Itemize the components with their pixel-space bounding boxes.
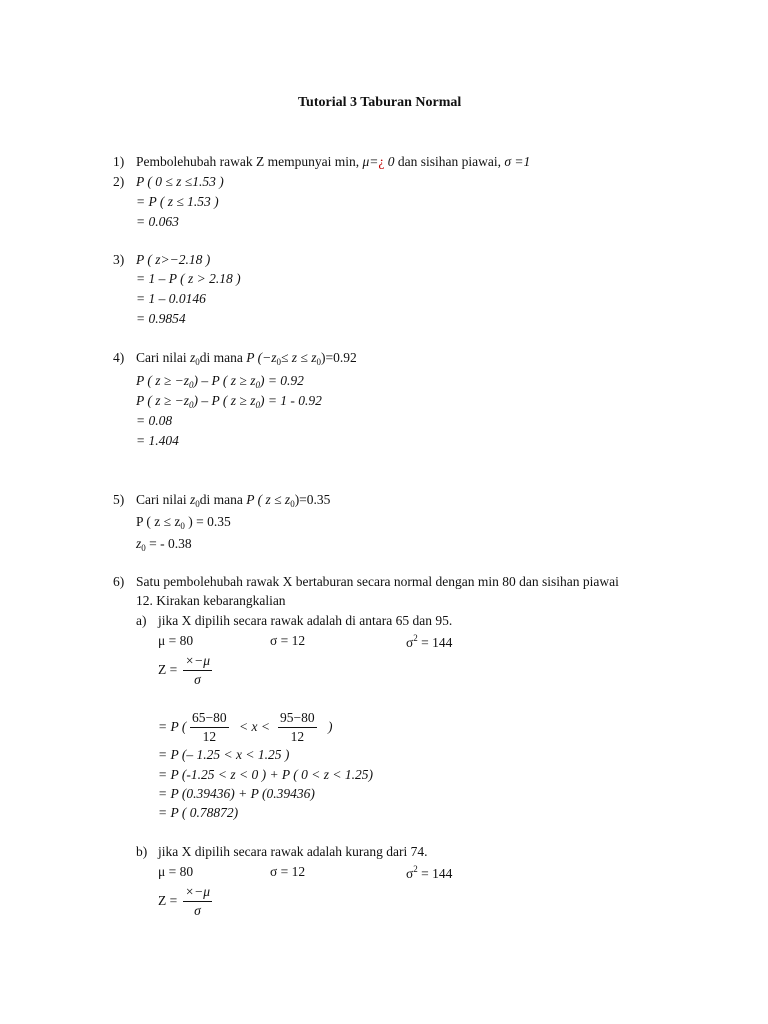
question-3-line-1: P ( z>−2.18 ) xyxy=(136,252,211,267)
part-a-step-3: = P (-1.25 < z < 0 ) + P ( 0 < z < 1.25) xyxy=(158,767,374,782)
question-2-number: 2) xyxy=(113,174,125,189)
part-b-mu: μ = 80 xyxy=(158,864,194,879)
part-a-step-1-prefix: = P ( xyxy=(158,719,187,734)
document-title: Tutorial 3 Taburan Normal xyxy=(298,95,462,110)
part-b-marker: b) xyxy=(136,844,148,859)
part-a-z-denominator: σ xyxy=(194,671,201,687)
question-3-line-4: = 0.9854 xyxy=(136,311,186,326)
part-b-variance: $\sigma^2 = 144$ xyxy=(406,864,453,881)
question-1-text: Pembolehubah rawak Z mempunyai min, μ=¿ 0 dan sisihan piawai, σ =1 xyxy=(136,154,531,169)
part-b-sigma: σ = 12 xyxy=(270,864,306,879)
question-3-line-2: = 1 – P ( z > 2.18 ) xyxy=(136,271,241,286)
part-a-z-label: Z = xyxy=(158,662,178,677)
part-b-text: jika X dipilih secara rawak adalah kurang dari 74. xyxy=(158,844,428,859)
question-4-line-5: = 1.404 xyxy=(136,433,179,448)
part-a-fraction-1-numerator: 65−80 xyxy=(190,711,229,728)
part-a-fraction-2 xyxy=(278,711,317,743)
question-4-line-4: = 0.08 xyxy=(136,413,173,428)
part-a-step-2: = P (– 1.25 < x < 1.25 ) xyxy=(158,747,290,762)
question-5-number: 5) xyxy=(113,492,125,507)
question-2-line-3: = 0.063 xyxy=(136,214,179,229)
question-2-line-2: = P ( z ≤ 1.53 ) xyxy=(136,194,219,209)
question-4-line-1: Cari nilai $z_0di$ mana P $(-z_0\le z \le z_0)=0.92$ xyxy=(136,350,357,367)
part-b-z-fraction xyxy=(183,885,212,917)
part-a-fraction-1-denominator: 12 xyxy=(202,728,217,744)
question-5-line-3: $z_0$ = - 0.38 xyxy=(136,536,192,553)
question-3-line-3: = 1 – 0.0146 xyxy=(136,291,206,306)
part-a-mu: μ = 80 xyxy=(158,633,194,648)
question-6-line-2: 12. Kirakan kebarangkalian xyxy=(136,593,286,608)
question-6-line-1: Satu pembolehubah rawak X bertaburan secara normal dengan min 80 dan sisihan piawai xyxy=(136,574,619,589)
part-a-fraction-1 xyxy=(190,711,229,743)
part-b-z-numerator: ×−μ xyxy=(183,885,212,902)
part-a-step-5: = P ( 0.78872) xyxy=(158,805,239,820)
question-3-number: 3) xyxy=(113,252,125,267)
question-6-number: 6) xyxy=(113,574,125,589)
question-2-line-1: P ( 0 ≤ z ≤1.53 ) xyxy=(136,174,224,189)
part-a-z-numerator: ×−μ xyxy=(183,654,212,671)
part-a-text: jika X dipilih secara rawak adalah di antara 65 dan 95. xyxy=(158,613,453,628)
question-4-number: 4) xyxy=(113,350,125,365)
part-a-step-4: = P (0.39436) + P (0.39436) xyxy=(158,786,315,801)
question-5-line-1: Cari nilai $z_0di$ mana P ( $z \le z_0)=0.35$ xyxy=(136,492,331,509)
question-1-number: 1) xyxy=(113,154,125,169)
part-a-marker: a) xyxy=(136,613,147,628)
part-a-fraction-2-numerator: 95−80 xyxy=(278,711,317,728)
part-a-step-1-suffix: ) xyxy=(328,719,333,734)
part-b-z-denominator: σ xyxy=(194,902,201,918)
question-4-line-3: P ( $z \ge -z_0) - P$ ( $z \ge z_0) = 1 - 0.92$ xyxy=(136,393,322,410)
part-a-sigma: σ = 12 xyxy=(270,633,306,648)
part-b-z-label: Z = xyxy=(158,893,178,908)
part-a-step-1-inequality: < x < xyxy=(239,719,270,734)
question-4-line-2: P ( $z \ge -z_0) - P$ ( $z \ge z_0) = 0.92$ xyxy=(136,373,304,390)
part-a-fraction-2-denominator: 12 xyxy=(290,728,305,744)
question-5-line-2: P ( $z \le z_0$ ) = 0.35 xyxy=(136,514,231,531)
part-a-z-fraction xyxy=(183,654,212,686)
part-a-variance: $\sigma^2 = 144$ xyxy=(406,633,453,650)
